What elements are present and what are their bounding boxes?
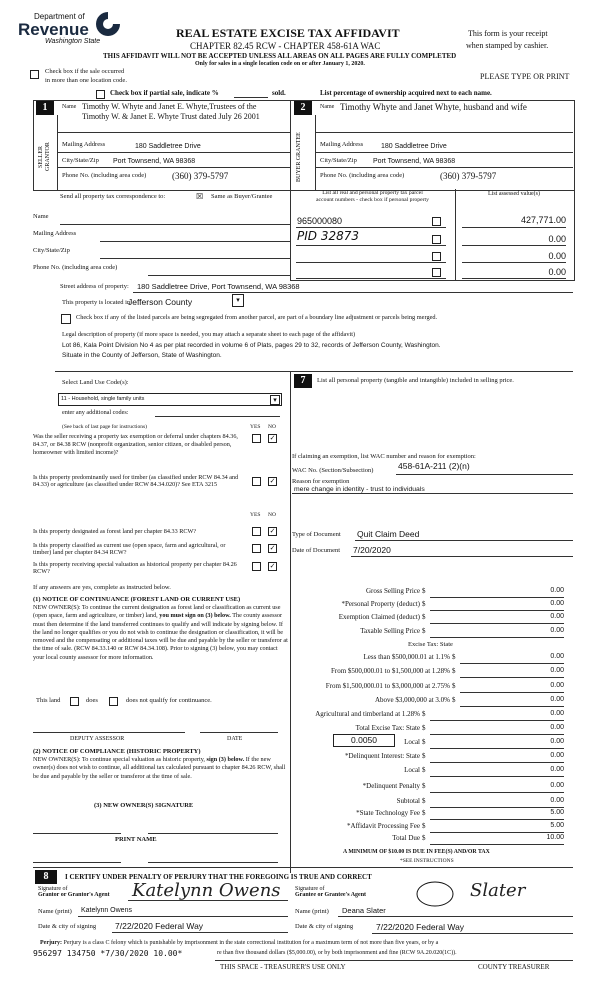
calc-value[interactable]: 0.00 <box>550 766 564 773</box>
new-owner-sig-label: (3) NEW OWNER(S) SIGNATURE <box>94 802 194 809</box>
seller-city-label: City/State/Zip <box>62 157 99 164</box>
q5-yes-checkbox[interactable] <box>252 562 261 571</box>
notice2-part-b: If the new owner(s) does not wish to continue, all additional tax calculated pursuant to chapter 84.26 RCW, shall be due and payable by the seller or transferor at the time of sale. <box>33 756 286 780</box>
calc-label: Taxable Selling Price <box>360 627 420 635</box>
q3-yes-checkbox[interactable] <box>252 527 261 536</box>
q1-no-checkbox[interactable]: ✓ <box>269 434 276 442</box>
notice1-title: (1) NOTICE OF CONTINUANCE (FOREST LAND OR CURRENT USE) <box>33 596 241 603</box>
calc-value[interactable]: 0.00 <box>550 600 564 607</box>
section-7-number: 7 <box>294 374 312 388</box>
calc-value[interactable]: 0.00 <box>550 653 564 660</box>
parcel-header-2: account numbers - check box if personal property <box>316 197 429 203</box>
personal-property-row <box>290 598 570 611</box>
grantor-date-field[interactable]: 7/22/2020 Federal Way <box>115 921 204 931</box>
no-header: NO <box>268 512 276 518</box>
dollar-sign: $ <box>422 600 426 608</box>
calc-value[interactable]: 0.00 <box>550 613 564 620</box>
please-type: PLEASE TYPE OR PRINT <box>480 72 570 81</box>
calc-value[interactable]: 0.00 <box>550 682 564 689</box>
land-use-label: Select Land Use Code(s): <box>62 379 129 386</box>
perjury-text <box>40 940 438 946</box>
legal-description-2[interactable]: Situate in the County of Jefferson, State of Washington. <box>62 352 222 359</box>
notice1-part-a: NEW OWNER(S): To continue the current designation as forest land or classification as current use (open space, farm and agriculture, or timber) land, <box>33 604 281 620</box>
calc-label: Total Excise Tax: State <box>355 724 420 732</box>
calc-label: From $500,000.01 to $1,500,000 at 1.28% <box>331 667 450 675</box>
parcel-account[interactable]: PID 32873 <box>297 229 360 243</box>
dollar-sign: $ <box>422 627 426 635</box>
q2-text: Is this property predominantly used for timber (as classified under RCW 84.34 and 84.33) or agriculture (as classified under RCW 84.34.020)? See ETA 3215 <box>33 474 239 488</box>
q5-text: Is this property receiving special valuation as historical property per chapter 84.26 RCW? <box>33 561 237 575</box>
row-line <box>133 292 573 293</box>
personal-property-checkbox[interactable] <box>432 217 441 226</box>
parcel-account[interactable]: 965000080 <box>297 216 343 226</box>
q3-no-checkbox[interactable]: ✓ <box>269 527 276 535</box>
dropdown-icon[interactable]: ▾ <box>270 395 280 405</box>
calc-label: Agricultural and timberland at 1.28% <box>315 710 420 718</box>
segregated-checkbox[interactable] <box>61 314 71 324</box>
personal-property-checkbox[interactable] <box>432 252 441 261</box>
assessed-value[interactable]: 427,771.00 <box>520 215 566 225</box>
row-line <box>462 262 566 263</box>
seller-city-field[interactable]: Port Townsend, WA 98368 <box>113 158 196 165</box>
delinquent-state-row <box>290 750 570 763</box>
tier2-row <box>310 665 570 678</box>
row-line <box>296 262 446 263</box>
calc-label: Exemption Claimed (deduct) <box>338 613 420 621</box>
grantee-sig-label <box>295 886 366 898</box>
multi-location-label-2: in more than one location code. <box>45 77 127 84</box>
logo-state: Washington State <box>45 38 101 45</box>
notice2-part-a: NEW OWNER(S): To continue special valuation as historic property, <box>33 756 205 763</box>
exemption-label: If claiming an exemption, list WAC number and reason for exemption: <box>292 453 476 460</box>
grantee-date-label: Date & city of signing <box>295 923 354 930</box>
calc-label: *State Technology Fee <box>356 809 420 817</box>
grantor-name-field[interactable]: Katelynn Owens <box>81 907 132 914</box>
new-owner-signature-field-2[interactable] <box>148 833 278 834</box>
total-due-row <box>290 832 570 845</box>
total-excise-state-row <box>290 722 570 735</box>
calc-label: *Delinquent Penalty <box>362 782 420 790</box>
dollar-sign: $ <box>422 782 426 790</box>
row-line <box>462 278 566 279</box>
grantee-name-label: Name (print) <box>295 908 329 915</box>
doc-date-label: Date of Document <box>292 547 341 554</box>
dollar-sign: $ <box>422 834 426 842</box>
row-line <box>315 152 573 153</box>
tech-fee-row <box>290 807 570 820</box>
dollar-sign: $ <box>452 653 456 661</box>
grantor-sig-label-1: Signature of <box>38 886 68 892</box>
land-use-selected: 11 - Household, single family units <box>61 396 145 402</box>
exemption-claimed-row <box>290 611 570 624</box>
section-line <box>55 371 573 372</box>
form-title: REAL ESTATE EXCISE TAX AFFIDAVIT <box>176 26 400 40</box>
row-line <box>355 540 573 541</box>
assessed-value[interactable]: 0.00 <box>548 251 566 261</box>
calc-value[interactable]: 0.00 <box>550 724 564 731</box>
delinquent-local-row <box>290 764 570 777</box>
corr-mail-label: Mailing Address <box>33 230 77 237</box>
dollar-sign: $ <box>422 752 426 760</box>
notice1-part-b: The county assessor must then determine if the land transferred continues to qualify and will indicate by signing below. If the land no longer qualifies or you do not wish to continue the designation or classification, it will be removed and the compensating or additional taxes will be due and payable by the seller or transferor at the time of sale. (RCW 84.33.140 or RCW 84.34.108). Prior to signing (3) below, you may contact your local county assessor for more information. <box>33 612 288 661</box>
multi-location-checkbox[interactable] <box>30 70 39 79</box>
doc-type-label: Type of Document <box>292 531 341 538</box>
dollar-sign: $ <box>422 822 426 830</box>
grantor-name-label: Name (print) <box>38 908 72 915</box>
calc-value[interactable]: 0.00 <box>550 738 564 745</box>
row-line <box>57 132 290 133</box>
notice1-text <box>33 604 288 662</box>
seller-phone-field[interactable]: (360) 379-5797 <box>172 171 229 181</box>
signature-loop <box>415 880 455 908</box>
q2-yes-checkbox[interactable] <box>252 477 261 486</box>
calc-value[interactable]: 10.00 <box>546 834 564 841</box>
tier1-row <box>310 651 570 664</box>
cashier-stamp: 956297 134750 *7/30/2020 10.00* <box>33 949 183 958</box>
yes-header: YES <box>250 512 261 518</box>
print-name-field-2[interactable] <box>148 862 278 863</box>
notice2-text <box>33 756 288 781</box>
same-as-checkbox[interactable]: ☒ <box>196 192 204 201</box>
excise-state-label: Excise Tax: State <box>408 641 453 648</box>
calc-value[interactable]: 0.00 <box>550 710 564 717</box>
sold-label: sold. <box>272 89 286 97</box>
buyer-phone-field[interactable]: (360) 379-5797 <box>440 171 497 181</box>
dollar-sign: $ <box>422 766 426 774</box>
multi-location-label: Check box if the sale occurred <box>45 68 125 75</box>
section-line <box>33 867 573 868</box>
see-back-note: (See back of last page for instructions) <box>62 424 147 430</box>
corr-mail-field[interactable] <box>100 241 290 242</box>
list-percentage-note: List percentage of ownership acquired next to each name. <box>320 89 492 97</box>
row-line <box>292 493 573 494</box>
row-line <box>462 227 566 228</box>
buyer-mail-field[interactable]: 180 Saddletree Drive <box>381 143 447 150</box>
agricultural-row <box>290 708 570 721</box>
grantor-sig-label-2: Grantor or Grantor's Agent <box>38 892 110 898</box>
dollar-sign: $ <box>452 667 456 675</box>
row-line <box>78 916 288 917</box>
notice1-bold: you must sign on (3) below. <box>159 612 231 620</box>
calc-label: From $1,500,000.01 to $3,000,000 at 2.75% <box>325 682 450 690</box>
dollar-sign: $ <box>422 809 426 817</box>
grantee-sig-label-2: Grantee or Grantee's Agent <box>295 892 367 898</box>
q1-yes-checkbox[interactable] <box>252 434 261 443</box>
calc-label: Subtotal <box>396 797 420 805</box>
row-line <box>462 245 566 246</box>
q2-no-checkbox[interactable]: ✓ <box>269 477 276 485</box>
tier4-row <box>310 694 570 707</box>
dollar-sign: $ <box>422 797 426 805</box>
certify-text: I CERTIFY UNDER PENALTY OF PERJURY THAT THE FOREGOING IS TRUE AND CORRECT <box>65 873 372 881</box>
wac-field[interactable]: 458-61A-211 (2)(n) <box>398 461 470 471</box>
local-rate-field[interactable]: 0.0050 <box>333 734 395 747</box>
buyer-city-label: City/State/Zip <box>320 157 357 164</box>
assessed-value[interactable]: 0.00 <box>548 267 566 277</box>
no-header: NO <box>268 424 276 430</box>
seller-mail-label: Mailing Address <box>62 141 106 148</box>
parcel-header <box>290 190 455 204</box>
legal-description[interactable]: Lot 86, Kala Point Division No 4 as per plat recorded in volume 6 of Plats, pages 29 to 32, records of Jefferson County, Washington. <box>62 342 441 349</box>
notice2-title: (2) NOTICE OF COMPLIANCE (HISTORIC PROPERTY) <box>33 748 201 755</box>
corr-phone-field[interactable] <box>148 275 290 276</box>
reason-field[interactable]: mere change in identity - trust to individuals <box>294 486 425 493</box>
perjury-line-1: Perjury is a class C felony which is punishable by imprisonment in the state correctional institution for a maximum term of not more than five years, or by a <box>63 940 439 946</box>
buyer-phone-label: Phone No. (including area code) <box>320 172 405 179</box>
personal-property-label: List all personal property (tangible and intangible) included in selling price. <box>317 377 514 384</box>
if-yes-note: If any answers are yes, complete as instructed below. <box>33 584 171 591</box>
buyer-side-label: BUYER GRANTEE <box>296 132 302 182</box>
calc-value[interactable]: 0.00 <box>550 667 564 674</box>
grantor-signature[interactable]: Katelynn Owens <box>132 880 281 901</box>
calc-label: *Personal Property (deduct) <box>341 600 420 608</box>
row-line <box>215 960 573 961</box>
parcel-header-1: List all real and personal property tax parcel <box>322 190 423 196</box>
segregated-label: Check box if any of the listed parcels are being segregated from another parcel, are part of a boundary line adjustment or parcels being merged. <box>76 314 438 321</box>
logo-swirl-icon <box>94 10 122 36</box>
seller-name-field[interactable]: Timothy W. Whyte and Janet E. Whyte,Trustees of the <box>82 102 257 111</box>
see-instructions: *SEE INSTRUCTIONS <box>400 858 454 864</box>
q4-no-checkbox[interactable]: ✓ <box>269 544 276 552</box>
section-2-number: 2 <box>294 101 312 115</box>
calc-value[interactable]: 5.00 <box>550 822 564 829</box>
seller-mail-field[interactable]: 180 Saddletree Drive <box>135 143 201 150</box>
calc-label: Above $3,000,000 at 3.0% <box>374 696 450 704</box>
wac-label: WAC No. (Section/Subsection) <box>292 467 374 474</box>
warning-text: THIS AFFIDAVIT WILL NOT BE ACCEPTED UNLESS ALL AREAS ON ALL PAGES ARE FULLY COMPLETED <box>103 52 457 60</box>
corr-city-field[interactable] <box>100 258 290 259</box>
calc-label: *Delinquent Interest: State <box>344 752 420 760</box>
legal-label: Legal description of property (if more space is needed, you may attach a separate sheet to each page of the affidavit) <box>62 331 356 338</box>
reason-label: Reason for exemption <box>292 478 350 485</box>
yes-header: YES <box>250 424 261 430</box>
only-for-text: Only for sales in a single location code on or after January 1, 2020. <box>195 61 365 67</box>
doc-date-field[interactable]: 7/20/2020 <box>353 545 391 555</box>
this-land-label: This land <box>36 697 61 704</box>
row-line <box>57 167 290 168</box>
row-line <box>296 227 446 228</box>
seller-side-label: SELLER GRANTOR <box>38 142 51 172</box>
new-owner-signature-field[interactable] <box>33 833 121 834</box>
calc-value[interactable]: 5.00 <box>550 809 564 816</box>
dollar-sign: $ <box>422 724 426 732</box>
row-line <box>351 556 573 557</box>
grantor-date-label: Date & city of signing <box>38 923 97 930</box>
row-line <box>372 933 573 934</box>
row-line <box>128 900 288 901</box>
dollar-sign: $ <box>422 587 426 595</box>
buyer-city-field[interactable]: Port Townsend, WA 98368 <box>373 158 456 165</box>
deputy-label: DEPUTY ASSESSOR <box>70 736 125 742</box>
land-use-select[interactable] <box>58 393 282 406</box>
seller-name-label: Name <box>62 104 77 110</box>
local-tax-row <box>290 736 570 749</box>
calc-value[interactable]: 0.00 <box>550 797 564 804</box>
notice2-bold: sign (3) below. <box>206 756 245 763</box>
street-label: Street address of property: <box>60 283 129 290</box>
county-dropdown-icon[interactable]: ▾ <box>232 294 244 307</box>
perjury-line-2: re than five thousand dollars ($5,000.00), or by both imprisonment and fine (RCW 9A.20.020(1C)). <box>217 950 457 956</box>
print-name-field[interactable] <box>33 862 121 863</box>
q1-text: Was the seller receiving a property tax exemption or deferral under chapters 84.36, 84.37, or 84.38 RCW (nonprofit organization, senior citizen, or disabled person, homeowner with limited income)? <box>33 433 238 456</box>
partial-sale-label: Check box if partial sale, indicate % <box>110 89 219 97</box>
logo-name: Revenue <box>18 20 89 39</box>
perjury-bold: Perjury: <box>40 940 62 946</box>
calc-label: Total Due <box>392 834 420 842</box>
personal-property-checkbox[interactable] <box>432 268 441 277</box>
minimum-note: A MINIMUM OF $10.00 IS DUE IN FEE(S) AND/OR TAX <box>343 849 490 855</box>
receipt-note: This form is your receipt <box>468 29 548 38</box>
partial-sale-percent-field[interactable] <box>234 97 268 98</box>
grantee-name-field[interactable]: Deana Slater <box>342 906 386 915</box>
section-1-number: 1 <box>36 101 54 115</box>
deputy-assessor-signature-field[interactable] <box>33 732 185 733</box>
logo-dept: Department of <box>34 12 85 21</box>
q5-no-checkbox[interactable]: ✓ <box>269 562 276 570</box>
calc-label: *Affidavit Processing Fee <box>347 822 420 830</box>
does-not-checkbox[interactable] <box>109 697 118 706</box>
taxable-selling-price-row <box>290 625 570 638</box>
seller-name-field-2[interactable]: Timothy W. & Janet E. Whyte Trust dated July 26 2001 <box>82 112 260 121</box>
calc-label: Less than $500,000.01 at 1.1% <box>363 653 450 661</box>
calc-label: Local <box>404 766 420 774</box>
print-name-label: PRINT NAME <box>115 836 157 843</box>
correspondence-label: Send all property tax correspondence to: <box>60 193 166 200</box>
row-line <box>338 916 573 917</box>
form-subtitle: CHAPTER 82.45 RCW - CHAPTER 458-61A WAC <box>190 41 381 51</box>
calc-value[interactable]: 0.00 <box>550 696 564 703</box>
calc-label: Local <box>404 738 420 746</box>
additional-codes-field[interactable] <box>155 416 280 417</box>
grantee-date-field[interactable]: 7/22/2020 Federal Way <box>376 922 465 932</box>
buyer-mail-label: Mailing Address <box>320 141 364 148</box>
grantee-signature[interactable]: Slater <box>470 880 526 901</box>
buyer-name-field[interactable]: Timothy Whyte and Janet Whyte, husband and wife <box>340 102 527 112</box>
partial-sale-checkbox[interactable] <box>96 90 105 99</box>
calc-value[interactable]: 0.00 <box>550 782 564 789</box>
additional-codes-label: enter any additional codes: <box>62 409 129 416</box>
grantor-sig-label <box>38 886 110 898</box>
q4-yes-checkbox[interactable] <box>252 544 261 553</box>
delinquent-penalty-row <box>290 780 570 793</box>
same-as-label: Same as Buyer/Grantee <box>211 193 273 200</box>
assessed-value[interactable]: 0.00 <box>548 234 566 244</box>
calc-value[interactable]: 0.00 <box>550 587 564 594</box>
grantee-sig-label-1: Signature of <box>295 886 325 892</box>
date-label: DATE <box>227 736 243 742</box>
row-line <box>396 474 573 475</box>
assessor-date-field[interactable] <box>200 732 278 733</box>
does-not-label: does not qualify for continuance. <box>126 697 212 704</box>
does-checkbox[interactable] <box>70 697 79 706</box>
personal-property-checkbox[interactable] <box>432 235 441 244</box>
county-select[interactable]: Jefferson County <box>128 297 193 307</box>
tier3-row <box>310 680 570 693</box>
corr-phone-label: Phone No. (including area code) <box>33 264 118 271</box>
corr-name-label: Name <box>33 213 49 220</box>
doc-type-field[interactable]: Quit Claim Deed <box>357 529 420 539</box>
gross-selling-price-row <box>290 585 570 598</box>
dollar-sign: $ <box>422 710 426 718</box>
buyer-name-label: Name <box>320 104 335 110</box>
corr-city-label: City/State/Zip <box>33 247 70 254</box>
row-line <box>57 152 290 153</box>
treasurer-use-label: THIS SPACE - TREASURER'S USE ONLY <box>220 963 346 971</box>
does-label: does <box>86 697 98 704</box>
calc-label: Gross Selling Price <box>365 587 420 595</box>
row-line <box>112 932 288 933</box>
assessed-value-header: List assessed value(s) <box>488 191 540 197</box>
q4-text: Is this property classified as current use (open space, farm and agricultural, or timber) land per chapter 84.34 RCW? <box>33 542 226 556</box>
dollar-sign: $ <box>452 682 456 690</box>
dollar-sign: $ <box>422 738 426 746</box>
dollar-sign: $ <box>422 613 426 621</box>
divider <box>455 189 456 280</box>
receipt-note-2: when stamped by cashier. <box>466 41 549 50</box>
seller-phone-label: Phone No. (including area code) <box>62 172 147 179</box>
row-line <box>315 132 573 133</box>
section-8-number: 8 <box>35 870 57 884</box>
row-line <box>296 245 446 246</box>
q3-text: Is this property designated as forest land per chapter 84.33 RCW? <box>33 528 197 535</box>
corr-name-field[interactable] <box>60 224 290 225</box>
dollar-sign: $ <box>452 696 456 704</box>
street-field[interactable]: 180 Saddletree Drive, Port Townsend, WA 98368 <box>137 282 300 291</box>
row-line <box>315 167 573 168</box>
county-treasurer-label: COUNTY TREASURER <box>478 963 550 971</box>
county-label: This property is located in <box>62 299 131 306</box>
row-line <box>296 278 446 279</box>
calc-value[interactable]: 0.00 <box>550 752 564 759</box>
calc-value[interactable]: 0.00 <box>550 627 564 634</box>
